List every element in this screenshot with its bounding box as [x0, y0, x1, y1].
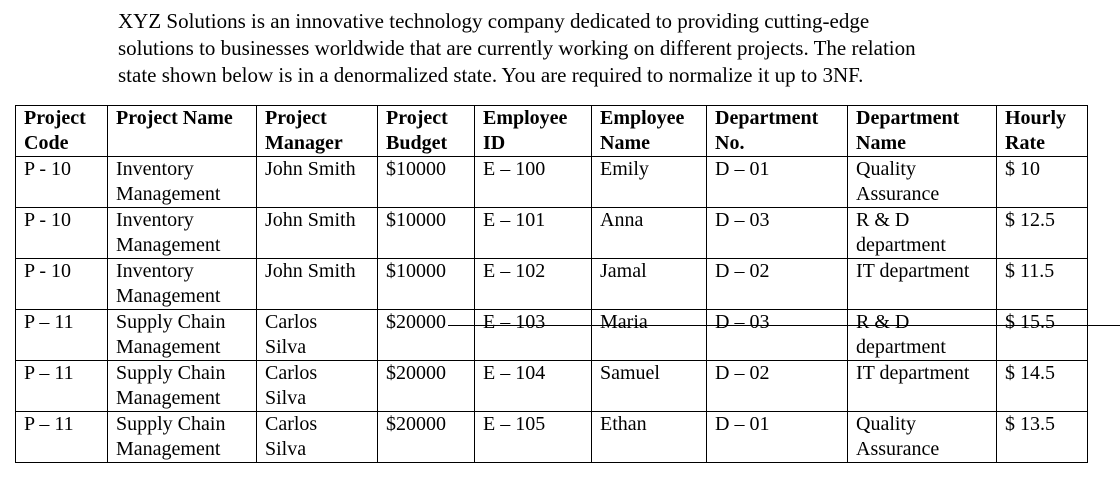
cell-project-manager — [257, 361, 378, 412]
column-header-line: Name — [600, 132, 650, 154]
cell-line: Inventory — [116, 209, 194, 231]
cell-line: $ 15.5 — [1005, 311, 1055, 333]
cell-project-manager — [257, 310, 378, 361]
intro-line: solutions to businesses worldwide that are currently working on different projects. The relation — [118, 36, 916, 60]
cell-line: Carlos — [265, 311, 318, 333]
table-row — [16, 208, 1088, 259]
cell-line: P – 11 — [24, 311, 74, 333]
cell-project-name — [108, 412, 257, 463]
cell-project-name — [108, 157, 257, 208]
cell-line: $ 10 — [1005, 158, 1040, 180]
column-header-project-code — [16, 106, 108, 157]
column-header-line: Project Name — [116, 107, 233, 129]
cell-line: Inventory — [116, 260, 194, 282]
cell-line: $ 11.5 — [1005, 260, 1055, 282]
column-header-line: Budget — [386, 132, 448, 154]
cell-project-manager — [257, 157, 378, 208]
cell-employee-name — [592, 310, 707, 361]
cell-project-budget — [378, 208, 475, 259]
cell-line: Emily — [600, 158, 649, 180]
cell-project-budget — [378, 412, 475, 463]
cell-line: E – 100 — [483, 158, 546, 180]
cell-line: John Smith — [265, 209, 356, 231]
cell-line: Silva — [265, 387, 307, 409]
cell-line: Assurance — [856, 438, 940, 460]
cell-line: D – 03 — [715, 209, 770, 231]
column-header-line: Project — [24, 107, 86, 129]
cell-project-budget — [378, 361, 475, 412]
cell-line: E – 103 — [483, 311, 546, 333]
table-row — [16, 412, 1088, 463]
cell-project-code — [16, 259, 108, 310]
cell-line: $ 12.5 — [1005, 209, 1055, 231]
cell-line: D – 03 — [715, 311, 770, 333]
cell-employee-name — [592, 157, 707, 208]
cell-line: Management — [116, 438, 221, 460]
cell-department-name — [848, 259, 997, 310]
cell-line: Inventory — [116, 158, 194, 180]
cell-line: Management — [116, 336, 221, 358]
cell-line: Anna — [600, 209, 644, 231]
cell-project-code — [16, 412, 108, 463]
cell-hourly-rate — [997, 310, 1088, 361]
cell-employee-name — [592, 208, 707, 259]
cell-project-name — [108, 259, 257, 310]
header-row — [16, 106, 1088, 157]
cell-line: Supply Chain — [116, 413, 226, 435]
column-header-line: Rate — [1005, 132, 1045, 154]
cell-employee-id — [475, 259, 592, 310]
column-header-department-name — [848, 106, 997, 157]
column-header-employee-name — [592, 106, 707, 157]
cell-line: Silva — [265, 336, 307, 358]
cell-department-name — [848, 208, 997, 259]
column-header-project-manager — [257, 106, 378, 157]
cell-line: E – 101 — [483, 209, 546, 231]
cell-line: $ 14.5 — [1005, 362, 1055, 384]
cell-line: D – 02 — [715, 362, 770, 384]
cell-line: E – 104 — [483, 362, 546, 384]
relation-table — [15, 105, 1088, 463]
cell-employee-name — [592, 412, 707, 463]
column-header-line: Project — [386, 107, 448, 129]
table-body — [16, 157, 1088, 463]
cell-project-budget — [378, 157, 475, 208]
table-row — [16, 310, 1088, 361]
cell-employee-id — [475, 412, 592, 463]
cell-line: R & D — [856, 311, 910, 333]
cell-line: Assurance — [856, 183, 940, 205]
column-header-line: Name — [856, 132, 906, 154]
cell-project-budget — [378, 310, 475, 361]
cell-line: Supply Chain — [116, 362, 226, 384]
cell-project-code — [16, 361, 108, 412]
cell-hourly-rate — [997, 208, 1088, 259]
cell-department-no — [707, 208, 848, 259]
cell-line: P - 10 — [24, 158, 72, 180]
cell-line: Management — [116, 183, 221, 205]
cell-project-code — [16, 310, 108, 361]
cell-line: E – 102 — [483, 260, 546, 282]
cell-line: Management — [116, 285, 221, 307]
column-header-hourly-rate — [997, 106, 1088, 157]
table-row — [16, 157, 1088, 208]
intro-paragraph — [118, 8, 1098, 89]
cell-line: Maria — [600, 311, 648, 333]
cell-line: $20000 — [386, 413, 446, 435]
cell-line: D – 01 — [715, 413, 770, 435]
column-header-line: Department — [856, 107, 960, 129]
cell-line: department — [856, 336, 946, 358]
cell-line: E – 105 — [483, 413, 546, 435]
cell-line: R & D — [856, 209, 910, 231]
cell-line: department — [856, 234, 946, 256]
cell-line: D – 01 — [715, 158, 770, 180]
cell-line: Supply Chain — [116, 311, 226, 333]
intro-line: XYZ Solutions is an innovative technology company dedicated to providing cutting-edge — [118, 9, 870, 33]
cell-department-name — [848, 310, 997, 361]
cell-project-name — [108, 208, 257, 259]
cell-line: P – 11 — [24, 413, 74, 435]
cell-line: Management — [116, 387, 221, 409]
cell-hourly-rate — [997, 157, 1088, 208]
table-row — [16, 361, 1088, 412]
cell-line: John Smith — [265, 158, 356, 180]
cell-department-no — [707, 310, 848, 361]
cell-project-manager — [257, 259, 378, 310]
cell-line: P - 10 — [24, 209, 72, 231]
cell-hourly-rate — [997, 361, 1088, 412]
cell-department-no — [707, 157, 848, 208]
column-header-line: Department — [715, 107, 819, 129]
cell-line: $10000 — [386, 209, 446, 231]
cell-line: IT department — [856, 362, 970, 384]
cell-line: P - 10 — [24, 260, 72, 282]
cell-department-name — [848, 361, 997, 412]
cell-line: Silva — [265, 438, 307, 460]
column-header-line: Employee — [483, 107, 568, 129]
cell-employee-id — [475, 310, 592, 361]
cell-department-name — [848, 412, 997, 463]
cell-employee-id — [475, 361, 592, 412]
strikethrough-line — [448, 325, 1120, 326]
cell-line: Management — [116, 234, 221, 256]
cell-line: $10000 — [386, 260, 446, 282]
cell-project-code — [16, 157, 108, 208]
cell-project-name — [108, 361, 257, 412]
cell-employee-name — [592, 361, 707, 412]
cell-project-budget — [378, 259, 475, 310]
cell-line: $20000 — [386, 362, 446, 384]
column-header-line: Employee — [600, 107, 685, 129]
cell-line: $ 13.5 — [1005, 413, 1055, 435]
cell-employee-name — [592, 259, 707, 310]
cell-project-code — [16, 208, 108, 259]
cell-line: Samuel — [600, 362, 660, 384]
cell-line: Carlos — [265, 413, 318, 435]
cell-hourly-rate — [997, 412, 1088, 463]
table-row — [16, 259, 1088, 310]
cell-employee-id — [475, 208, 592, 259]
column-header-project-budget — [378, 106, 475, 157]
column-header-department-no — [707, 106, 848, 157]
cell-project-manager — [257, 208, 378, 259]
column-header-project-name — [108, 106, 257, 157]
cell-line: Ethan — [600, 413, 647, 435]
column-header-line: Project — [265, 107, 327, 129]
cell-hourly-rate — [997, 259, 1088, 310]
column-header-line: Manager — [265, 132, 343, 154]
cell-line: John Smith — [265, 260, 356, 282]
cell-department-no — [707, 259, 848, 310]
cell-employee-id — [475, 157, 592, 208]
cell-department-no — [707, 412, 848, 463]
column-header-line: No. — [715, 132, 745, 154]
cell-line: $10000 — [386, 158, 446, 180]
cell-line: $20000 — [386, 311, 446, 333]
intro-line: state shown below is in a denormalized state. You are required to normalize it up to 3NF. — [118, 63, 864, 87]
cell-project-name — [108, 310, 257, 361]
cell-line: Jamal — [600, 260, 647, 282]
column-header-line: Hourly — [1005, 107, 1067, 129]
column-header-employee-id — [475, 106, 592, 157]
cell-line: D – 02 — [715, 260, 770, 282]
cell-line: P – 11 — [24, 362, 74, 384]
cell-department-no — [707, 361, 848, 412]
cell-line: Quality — [856, 158, 916, 180]
column-header-line: ID — [483, 132, 506, 154]
cell-line: Quality — [856, 413, 916, 435]
cell-line: IT department — [856, 260, 970, 282]
cell-project-manager — [257, 412, 378, 463]
cell-department-name — [848, 157, 997, 208]
cell-line: Carlos — [265, 362, 318, 384]
column-header-line: Code — [24, 132, 69, 154]
